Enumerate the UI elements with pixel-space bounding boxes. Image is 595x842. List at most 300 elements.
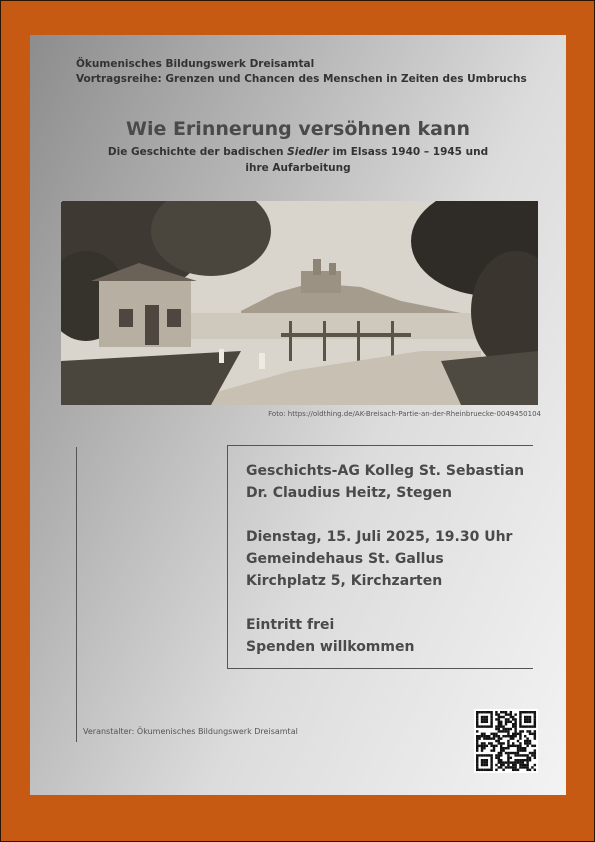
qr-module	[478, 754, 480, 756]
qr-code-icon[interactable]	[474, 709, 538, 773]
qr-module	[478, 769, 480, 771]
qr-module	[476, 721, 478, 723]
qr-module	[481, 721, 483, 723]
qr-module	[505, 730, 507, 732]
qr-module	[500, 737, 502, 739]
qr-module	[495, 740, 497, 742]
qr-module	[519, 721, 521, 723]
event-details	[246, 460, 524, 658]
qr-module	[505, 728, 507, 730]
qr-module	[514, 735, 516, 737]
qr-module	[490, 725, 492, 727]
qr-module	[507, 766, 509, 768]
qr-module	[526, 721, 528, 723]
qr-module	[500, 730, 502, 732]
qr-module	[514, 730, 516, 732]
qr-module	[534, 735, 536, 737]
speaker-name: Dr. Claudius Heitz, Stegen	[246, 485, 453, 501]
qr-module	[498, 759, 500, 761]
qr-module	[476, 769, 478, 771]
qr-module	[498, 766, 500, 768]
qr-module	[481, 718, 483, 720]
qr-module	[490, 764, 492, 766]
qr-module	[500, 725, 502, 727]
qr-module	[498, 723, 500, 725]
qr-module	[517, 759, 519, 761]
qr-module	[526, 769, 528, 771]
qr-module	[526, 740, 528, 742]
qr-module	[490, 718, 492, 720]
qr-module	[490, 733, 492, 735]
qr-module	[483, 742, 485, 744]
qr-module	[478, 745, 480, 747]
qr-module	[512, 725, 514, 727]
qr-module	[495, 728, 497, 730]
qr-module	[481, 754, 483, 756]
qr-module	[507, 733, 509, 735]
qr-module	[519, 747, 521, 749]
qr-module	[478, 711, 480, 713]
qr-module	[517, 752, 519, 754]
qr-module	[529, 716, 531, 718]
qr-module	[510, 716, 512, 718]
qr-module	[495, 718, 497, 720]
qr-module	[526, 766, 528, 768]
qr-module	[534, 721, 536, 723]
qr-module	[519, 737, 521, 739]
qr-module	[514, 752, 516, 754]
qr-module	[517, 747, 519, 749]
photo-caption: Foto: https://oldthing.de/AK-Breisach-Partie-an-der-Rheinbruecke-0049450104	[268, 410, 541, 418]
qr-module	[529, 757, 531, 759]
qr-module	[483, 711, 485, 713]
qr-module	[488, 769, 490, 771]
qr-module	[507, 764, 509, 766]
qr-module	[502, 725, 504, 727]
subtitle-italic: Siedler	[287, 146, 329, 158]
qr-module	[486, 711, 488, 713]
qr-module	[519, 766, 521, 768]
qr-module	[483, 764, 485, 766]
qr-module	[517, 754, 519, 756]
qr-module	[510, 713, 512, 715]
qr-module	[507, 742, 509, 744]
qr-module	[526, 742, 528, 744]
qr-module	[478, 725, 480, 727]
qr-module	[502, 735, 504, 737]
qr-module	[526, 745, 528, 747]
qr-module	[514, 725, 516, 727]
qr-module	[519, 730, 521, 732]
qr-module	[512, 745, 514, 747]
qr-module	[486, 718, 488, 720]
qr-module	[495, 711, 497, 713]
qr-module	[488, 735, 490, 737]
qr-module	[522, 749, 524, 751]
qr-module	[500, 761, 502, 763]
qr-module	[481, 769, 483, 771]
qr-module	[505, 723, 507, 725]
qr-module	[483, 716, 485, 718]
qr-module	[529, 733, 531, 735]
qr-module	[505, 713, 507, 715]
qr-module	[529, 718, 531, 720]
qr-module	[507, 745, 509, 747]
qr-module	[514, 733, 516, 735]
qr-module	[517, 733, 519, 735]
qr-module	[534, 725, 536, 727]
qr-module	[507, 752, 509, 754]
qr-module	[524, 735, 526, 737]
qr-module	[534, 716, 536, 718]
qr-module	[500, 711, 502, 713]
qr-module	[483, 735, 485, 737]
qr-module	[519, 735, 521, 737]
qr-module	[507, 747, 509, 749]
qr-module	[519, 733, 521, 735]
qr-module	[531, 766, 533, 768]
qr-module	[514, 728, 516, 730]
qr-module	[534, 757, 536, 759]
qr-module	[488, 742, 490, 744]
event-venue: Gemeindehaus St. Gallus	[246, 551, 444, 567]
qr-module	[486, 737, 488, 739]
qr-module	[498, 735, 500, 737]
qr-module	[476, 747, 478, 749]
event-date: Dienstag, 15. Juli 2025, 19.30 Uhr	[246, 529, 513, 545]
qr-module	[486, 754, 488, 756]
qr-module	[512, 723, 514, 725]
qr-module	[507, 759, 509, 761]
qr-module	[498, 716, 500, 718]
qr-module	[519, 754, 521, 756]
qr-module	[486, 716, 488, 718]
qr-module	[493, 737, 495, 739]
qr-module	[488, 754, 490, 756]
qr-module	[505, 721, 507, 723]
qr-module	[514, 769, 516, 771]
qr-module	[483, 747, 485, 749]
qr-module	[524, 716, 526, 718]
subtitle-part1: Die Geschichte der badischen	[107, 146, 288, 158]
qr-module	[534, 769, 536, 771]
qr-module	[476, 740, 478, 742]
qr-module	[529, 711, 531, 713]
qr-module	[522, 754, 524, 756]
poster-title: Wie Erinnerung versöhnen kann	[125, 118, 470, 140]
qr-module	[476, 742, 478, 744]
qr-module	[498, 737, 500, 739]
qr-module	[517, 745, 519, 747]
qr-module	[526, 759, 528, 761]
qr-module	[512, 742, 514, 744]
qr-module	[505, 766, 507, 768]
subtitle-part2: im Elsass 1940 – 1945 und	[328, 146, 489, 158]
qr-module	[514, 745, 516, 747]
qr-module	[498, 752, 500, 754]
qr-module	[490, 737, 492, 739]
qr-module	[526, 754, 528, 756]
qr-module	[476, 718, 478, 720]
series-name: Vortragsreihe: Grenzen und Chancen des Menschen in Zeiten des Umbruchs	[76, 73, 527, 85]
qr-module	[502, 730, 504, 732]
poster	[30, 35, 566, 795]
qr-module	[476, 723, 478, 725]
qr-module	[481, 735, 483, 737]
qr-module	[483, 769, 485, 771]
qr-module	[498, 721, 500, 723]
qr-module	[524, 742, 526, 744]
qr-module	[510, 757, 512, 759]
qr-module	[519, 716, 521, 718]
qr-module	[498, 754, 500, 756]
qr-module	[522, 766, 524, 768]
qr-module	[476, 749, 478, 751]
qr-module	[502, 728, 504, 730]
qr-module	[519, 764, 521, 766]
qr-module	[476, 766, 478, 768]
qr-module	[514, 761, 516, 763]
qr-module	[512, 766, 514, 768]
qr-module	[519, 723, 521, 725]
qr-module	[524, 754, 526, 756]
qr-module	[510, 752, 512, 754]
qr-module	[507, 740, 509, 742]
qr-module	[500, 723, 502, 725]
subtitle-line2: ihre Aufarbeitung	[245, 162, 351, 174]
qr-module	[524, 725, 526, 727]
qr-module	[529, 742, 531, 744]
qr-module	[481, 716, 483, 718]
qr-module	[512, 769, 514, 771]
qr-module	[514, 754, 516, 756]
qr-module	[486, 761, 488, 763]
qr-module	[526, 716, 528, 718]
qr-module	[500, 752, 502, 754]
qr-module	[510, 745, 512, 747]
qr-module	[512, 764, 514, 766]
qr-module	[490, 723, 492, 725]
qr-module	[486, 745, 488, 747]
qr-module	[490, 761, 492, 763]
qr-module	[500, 759, 502, 761]
qr-module	[534, 754, 536, 756]
qr-module	[524, 766, 526, 768]
qr-module	[505, 752, 507, 754]
qr-module	[519, 711, 521, 713]
qr-module	[483, 718, 485, 720]
qr-module	[514, 718, 516, 720]
qr-module	[526, 761, 528, 763]
qr-module	[507, 754, 509, 756]
qr-module	[517, 761, 519, 763]
qr-module	[519, 745, 521, 747]
qr-module	[476, 725, 478, 727]
qr-module	[495, 745, 497, 747]
qr-module	[517, 769, 519, 771]
qr-module	[500, 716, 502, 718]
qr-module	[524, 749, 526, 751]
qr-module	[476, 754, 478, 756]
qr-module	[514, 766, 516, 768]
qr-module	[519, 761, 521, 763]
qr-module	[486, 721, 488, 723]
qr-module	[512, 716, 514, 718]
qr-module	[507, 718, 509, 720]
qr-module	[526, 764, 528, 766]
qr-module	[507, 761, 509, 763]
qr-module	[502, 749, 504, 751]
qr-module	[495, 733, 497, 735]
qr-module	[529, 740, 531, 742]
qr-module	[510, 761, 512, 763]
qr-module	[500, 754, 502, 756]
qr-module	[490, 742, 492, 744]
qr-module	[498, 761, 500, 763]
qr-module	[524, 711, 526, 713]
qr-module	[505, 735, 507, 737]
qr-code-graphic	[474, 709, 538, 773]
qr-module	[481, 747, 483, 749]
qr-module	[478, 735, 480, 737]
qr-module	[478, 737, 480, 739]
qr-module	[519, 759, 521, 761]
qr-module	[493, 733, 495, 735]
qr-module	[514, 759, 516, 761]
qr-module	[476, 745, 478, 747]
qr-module	[531, 733, 533, 735]
qr-module	[495, 713, 497, 715]
qr-module	[488, 711, 490, 713]
qr-module	[507, 757, 509, 759]
qr-module	[493, 747, 495, 749]
qr-module	[498, 757, 500, 759]
organization-name: Ökumenisches Bildungswerk Dreisamtal	[76, 58, 315, 70]
qr-module	[505, 761, 507, 763]
qr-module	[490, 754, 492, 756]
qr-module	[498, 713, 500, 715]
qr-module	[483, 737, 485, 739]
qr-module	[493, 749, 495, 751]
qr-module	[531, 754, 533, 756]
qr-module	[522, 711, 524, 713]
qr-module	[483, 761, 485, 763]
qr-module	[481, 742, 483, 744]
qr-module	[524, 747, 526, 749]
qr-module	[534, 752, 536, 754]
qr-module	[500, 766, 502, 768]
qr-module	[500, 721, 502, 723]
qr-module	[498, 742, 500, 744]
qr-module	[531, 745, 533, 747]
qr-module	[490, 745, 492, 747]
qr-module	[486, 759, 488, 761]
qr-module	[490, 769, 492, 771]
qr-module	[534, 737, 536, 739]
qr-module	[476, 730, 478, 732]
qr-module	[490, 766, 492, 768]
qr-module	[519, 713, 521, 715]
qr-module	[495, 757, 497, 759]
qr-module	[534, 745, 536, 747]
qr-module	[500, 764, 502, 766]
qr-module	[500, 745, 502, 747]
qr-module	[517, 749, 519, 751]
qr-module	[507, 730, 509, 732]
qr-module	[522, 759, 524, 761]
qr-module	[505, 747, 507, 749]
qr-module	[481, 711, 483, 713]
qr-module	[514, 764, 516, 766]
qr-module	[512, 761, 514, 763]
qr-module	[524, 764, 526, 766]
qr-module	[490, 759, 492, 761]
qr-module	[481, 733, 483, 735]
poster-subtitle	[90, 144, 506, 176]
qr-module	[529, 752, 531, 754]
qr-module	[486, 769, 488, 771]
qr-module	[524, 718, 526, 720]
qr-module	[526, 711, 528, 713]
qr-module	[507, 735, 509, 737]
qr-module	[488, 737, 490, 739]
qr-module	[512, 737, 514, 739]
qr-module	[490, 721, 492, 723]
qr-module	[519, 718, 521, 720]
qr-module	[507, 728, 509, 730]
qr-module	[493, 745, 495, 747]
qr-module	[476, 716, 478, 718]
qr-module	[495, 754, 497, 756]
qr-module	[505, 711, 507, 713]
qr-module	[495, 725, 497, 727]
qr-module	[510, 766, 512, 768]
historic-photo-illustration	[61, 201, 538, 405]
qr-module	[522, 747, 524, 749]
qr-module	[534, 711, 536, 713]
qr-module	[481, 725, 483, 727]
qr-module	[490, 749, 492, 751]
qr-module	[490, 713, 492, 715]
qr-module	[529, 769, 531, 771]
qr-module	[498, 728, 500, 730]
qr-module	[483, 759, 485, 761]
qr-module	[500, 747, 502, 749]
qr-module	[522, 761, 524, 763]
qr-module	[531, 752, 533, 754]
qr-module	[483, 721, 485, 723]
qr-module	[512, 735, 514, 737]
qr-module	[524, 759, 526, 761]
qr-module	[502, 711, 504, 713]
qr-module	[490, 711, 492, 713]
qr-module	[514, 721, 516, 723]
qr-module	[514, 713, 516, 715]
admission-donations: Spenden willkommen	[246, 639, 415, 655]
qr-module	[519, 742, 521, 744]
qr-module	[476, 713, 478, 715]
historic-photo	[61, 201, 538, 405]
qr-module	[502, 742, 504, 744]
qr-module	[476, 759, 478, 761]
qr-module	[502, 769, 504, 771]
qr-module	[526, 725, 528, 727]
left-divider	[76, 447, 77, 742]
qr-module	[522, 764, 524, 766]
qr-module	[510, 711, 512, 713]
qr-module	[483, 745, 485, 747]
qr-module	[529, 721, 531, 723]
